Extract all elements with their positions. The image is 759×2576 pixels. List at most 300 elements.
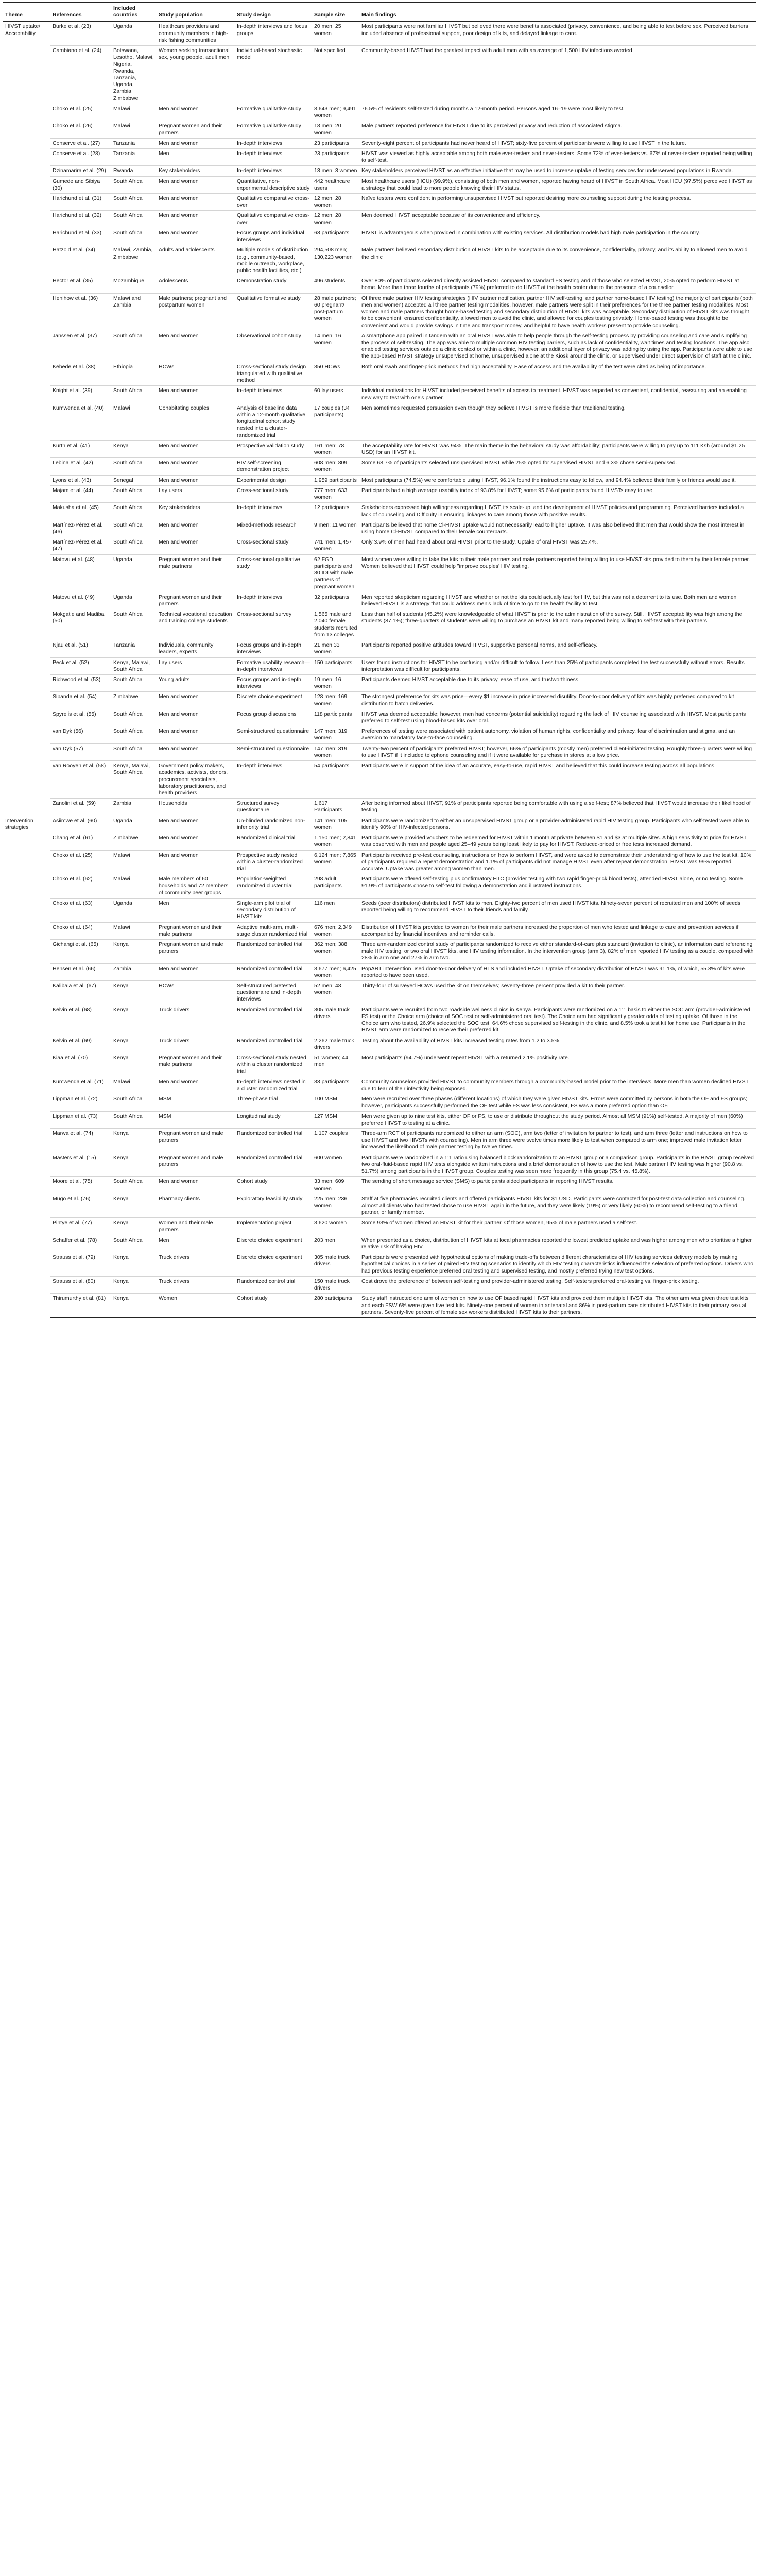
reference-cell: Choko et al. (62)	[50, 874, 111, 899]
population-cell: Male partners; pregnant and postpartum women	[157, 293, 235, 331]
findings-cell: The strongest preference for kits was price—every $1 increase in price increased disutility. Door-to-door delivery of kits was highly preferred compared to kit distribution to batch deliveries.	[359, 692, 756, 709]
countries-cell: Malawi	[111, 104, 157, 121]
table-row	[3, 22, 756, 46]
countries-cell: South Africa	[111, 674, 157, 691]
header-population: Study population	[157, 3, 235, 22]
sample-size-cell: 12 men; 28 women	[312, 211, 359, 228]
table-row	[3, 1005, 756, 1036]
design-cell: Three-phase trial	[235, 1094, 312, 1111]
reference-cell: Peck et al. (52)	[50, 657, 111, 674]
findings-cell: Testing about the availability of HIVST kits increased testing rates from 1.2 to 3.5%.	[359, 1036, 756, 1053]
reference-cell: Kumwenda et al. (40)	[50, 403, 111, 440]
population-cell: Men and women	[157, 331, 235, 362]
design-cell: Quantitative, non-experimental descriptive study	[235, 176, 312, 193]
table-row	[3, 1053, 756, 1077]
findings-cell: Naïve testers were confident in performing unsupervised HIVST but reported desiring more counseling support during the testing process.	[359, 194, 756, 211]
population-cell: Pregnant women and their partners	[157, 592, 235, 609]
findings-cell: Men deemed HIVST acceptable because of its convenience and efficiency.	[359, 211, 756, 228]
population-cell: Healthcare providers and community members in high-risk fishing communities	[157, 22, 235, 46]
countries-cell: South Africa	[111, 194, 157, 211]
table-row	[3, 1252, 756, 1277]
design-cell: Cross-sectional study	[235, 537, 312, 554]
theme-cell: HIVST uptake/ Acceptability	[3, 22, 50, 816]
countries-cell: Kenya	[111, 1128, 157, 1153]
population-cell: Government policy makers, academics, activists, donors, procurement specialists, laboratory practitioners, and health providers	[157, 761, 235, 799]
countries-cell: Botswana, Lesotho, Malawi, Nigeria, Rwanda, Tanzania, Uganda, Zambia, Zimbabwe	[111, 46, 157, 104]
table-row	[3, 293, 756, 331]
findings-cell: Of three male partner HIV testing strategies (HIV partner notification, partner HIV self-testing, and partner home-based HIV testing) the majority of participants (both men and women) accepted all three partner testing modalities, however, male partners were split in their preferences for the three partner testing modalities. Most women and male partners thought home-based testing and secondary distribution of HIVST kits was acceptable. Secondary distribution of HIVST kits was thought to be convenient, ensured confidentiality, allowed men to avoid the clinic, and allowed for couples testing privately. Home-based testing was thought to be convenient and would provide savings in time and transport money, and helpful to have health workers present to provide counseling.	[359, 293, 756, 331]
population-cell: Truck drivers	[157, 1276, 235, 1293]
table-row	[3, 458, 756, 475]
design-cell: Cohort study	[235, 1294, 312, 1318]
reference-cell: Spyrelis et al. (55)	[50, 709, 111, 726]
countries-cell: Kenya, Malawi, South Africa	[111, 657, 157, 674]
sample-size-cell: 203 men	[312, 1235, 359, 1252]
sample-size-cell: 60 lay users	[312, 386, 359, 403]
findings-cell: Seeds (peer distributors) distributed HIVST kits to men. Eighty-two percent of men used HIVST kits. Ninety-seven percent of recruited men and 100% of seeds reported being willing to recommend HIVST to their friends and family.	[359, 898, 756, 922]
table-row	[3, 475, 756, 485]
population-cell: Men and women	[157, 520, 235, 537]
reference-cell: Gumede and Sibiya (30)	[50, 176, 111, 193]
findings-cell: Seventy-eight percent of participants had never heard of HIVST; sixty-five percent of participants were willing to use HIVST in the future.	[359, 138, 756, 148]
population-cell: Technical vocational education and training college students	[157, 609, 235, 640]
sample-size-cell: 23 participants	[312, 148, 359, 165]
design-cell: Prospective validation study	[235, 440, 312, 457]
findings-cell: Key stakeholders perceived HIVST as an effective initiative that may be used to increase uptake of testing services for underserved populations in Rwanda.	[359, 166, 756, 176]
population-cell: Cohabitating couples	[157, 403, 235, 440]
table-row	[3, 194, 756, 211]
countries-cell: South Africa	[111, 228, 157, 245]
findings-cell: Most participants were not familiar HIVST but believed there were benefits associated (privacy, convenience, and being able to test before sex. Perceived barriers included absence of professional support, poor design of kits, and delayed linkage to care.	[359, 22, 756, 46]
table-row	[3, 520, 756, 537]
findings-cell: Some 93% of women offered an HIVST kit for their partner. Of those women, 95% of male partners used a self-test.	[359, 1218, 756, 1235]
reference-cell: Kelvin et al. (69)	[50, 1036, 111, 1053]
sample-size-cell: 63 participants	[312, 228, 359, 245]
table-row	[3, 833, 756, 850]
population-cell: Men and women	[157, 475, 235, 485]
countries-cell: Uganda	[111, 554, 157, 592]
design-cell: Semi-structured questionnaire	[235, 726, 312, 743]
countries-cell: South Africa	[111, 520, 157, 537]
table-row	[3, 104, 756, 121]
reference-cell: Kebede et al. (38)	[50, 362, 111, 386]
design-cell: Focus group discussions	[235, 709, 312, 726]
countries-cell: Rwanda	[111, 166, 157, 176]
design-cell: Focus groups and in-depth interviews	[235, 674, 312, 691]
population-cell: Men	[157, 1235, 235, 1252]
sample-size-cell: 777 men; 633 women	[312, 485, 359, 502]
countries-cell: Kenya	[111, 440, 157, 457]
design-cell: Randomized controlled trial	[235, 1005, 312, 1036]
header-sample-size: Sample size	[312, 3, 359, 22]
reference-cell: Kurth et al. (41)	[50, 440, 111, 457]
findings-cell: Cost drove the preference of between self-testing and provider-administered testing. Self-testers preferred oral-testing vs. finger-prick testing.	[359, 1276, 756, 1293]
design-cell: Un-blinded randomized non-inferiority trial	[235, 816, 312, 833]
reference-cell: Martínez-Pérez et al. (46)	[50, 520, 111, 537]
table-row	[3, 46, 756, 104]
findings-cell: Men sometimes requested persuasion even though they believe HIVST is more flexible than traditional testing.	[359, 403, 756, 440]
table-row	[3, 276, 756, 293]
countries-cell: South Africa	[111, 726, 157, 743]
reference-cell: Asiimwe et al. (60)	[50, 816, 111, 833]
countries-cell: South Africa	[111, 386, 157, 403]
findings-cell: Participants received pre-test counseling, instructions on how to perform HIVST, and were asked to demonstrate their understanding of how to use the test kit. 10% of participants required a repeat demonstration and 1.1% of participants did not manage HIVST even after repeat demonstration. HIVST was 99% reported Accurate. Uptake was greater among women than men.	[359, 850, 756, 874]
countries-cell: South Africa	[111, 503, 157, 520]
population-cell: Women	[157, 1294, 235, 1318]
sample-size-cell: 8,643 men; 9,491 women	[312, 104, 359, 121]
population-cell: Adults and adolescents	[157, 245, 235, 276]
design-cell: Mixed-methods research	[235, 520, 312, 537]
reference-cell: Martínez-Pérez et al. (47)	[50, 537, 111, 554]
table-row	[3, 148, 756, 165]
sample-size-cell: 1,617 Participants	[312, 799, 359, 816]
countries-cell: Zambia	[111, 963, 157, 980]
reference-cell: Choko et al. (63)	[50, 898, 111, 922]
table-body	[3, 22, 756, 1318]
reference-cell: van Dyk (57)	[50, 743, 111, 760]
table-row	[3, 657, 756, 674]
reference-cell: Richwood et al. (53)	[50, 674, 111, 691]
countries-cell: Malawi	[111, 850, 157, 874]
header-row	[3, 3, 756, 22]
findings-cell: Male partners believed secondary distribution of HIVST kits to be acceptable due to its convenience, confidentiality, privacy, and its ability to allowed men to avoid the clinic	[359, 245, 756, 276]
sample-size-cell: 116 men	[312, 898, 359, 922]
design-cell: Randomized clinical trial	[235, 833, 312, 850]
population-cell: Pregnant women and their partners	[157, 121, 235, 138]
findings-cell: Men reported skepticism regarding HIVST and whether or not the kits could actually test for HIV, but this was not a deterrent to its use. Both men and women believed HIVST is a strategy that could address men's lack of time to go to the health facility to test.	[359, 592, 756, 609]
reference-cell: Harichund et al. (32)	[50, 211, 111, 228]
findings-cell: The sending of short message service (SMS) to participants aided participants in reporting HIVST results.	[359, 1177, 756, 1194]
design-cell: In-depth interviews	[235, 503, 312, 520]
header-references: References	[50, 3, 111, 22]
findings-cell: HIVST is advantageous when provided in combination with existing services. All distribution models had high male participation in the country.	[359, 228, 756, 245]
sample-size-cell: 54 participants	[312, 761, 359, 799]
population-cell: Men and women	[157, 850, 235, 874]
reference-cell: Matovu et al. (48)	[50, 554, 111, 592]
findings-cell: Staff at five pharmacies recruited clients and offered participants HIVST kits for $1 USD. Participants were contacted for post-test data collection and counseling. Almost all clients who had tested chose to use HIVST again in the future, and they were likely (19%) or very likely (60%) to recommend self-testing to a friend, partner, or family member.	[359, 1194, 756, 1218]
countries-cell: Malawi, Zambia, Zimbabwe	[111, 245, 157, 276]
findings-cell: When presented as a choice, distribution of HIVST kits at local pharmacies reported the lowest predicted uptake and was higher among men who prioritise a higher relative risk of having HIV.	[359, 1235, 756, 1252]
table-row	[3, 503, 756, 520]
countries-cell: Kenya, Malawi, South Africa	[111, 761, 157, 799]
sample-size-cell: 676 men; 2,349 women	[312, 922, 359, 939]
design-cell: Cross-sectional study	[235, 485, 312, 502]
design-cell: Individual-based stochastic model	[235, 46, 312, 104]
table-row	[3, 1276, 756, 1293]
sample-size-cell: 298 adult participants	[312, 874, 359, 899]
countries-cell: Uganda	[111, 898, 157, 922]
findings-cell: PopART intervention used door-to-door delivery of HTS and included HIVST. Uptake of secondary distribution of HIVST was 91.1%, of which, 55.8% of kits were reported to have been used.	[359, 963, 756, 980]
theme-cell: Intervention strategies	[3, 816, 50, 1317]
reference-cell: Schaffer et al. (78)	[50, 1235, 111, 1252]
countries-cell: South Africa	[111, 176, 157, 193]
table-row	[3, 592, 756, 609]
sample-size-cell: 118 participants	[312, 709, 359, 726]
countries-cell: Ethiopia	[111, 362, 157, 386]
sample-size-cell: 32 participants	[312, 592, 359, 609]
sample-size-cell: 100 MSM	[312, 1094, 359, 1111]
population-cell: Pregnant women and male partners	[157, 1128, 235, 1153]
design-cell: Population-weighted randomized cluster trial	[235, 874, 312, 899]
table-row	[3, 245, 756, 276]
reference-cell: Knight et al. (39)	[50, 386, 111, 403]
sample-size-cell: 1,959 participants	[312, 475, 359, 485]
reference-cell: Mokgatle and Madiba (50)	[50, 609, 111, 640]
sample-size-cell: 1,565 male and 2,040 female students recruited from 13 colleges	[312, 609, 359, 640]
header-main-findings: Main findings	[359, 3, 756, 22]
findings-cell: Male partners reported preference for HIVST due to its perceived privacy and reduction of associated stigma.	[359, 121, 756, 138]
population-cell: Men and women	[157, 816, 235, 833]
reference-cell: Majam et al. (44)	[50, 485, 111, 502]
reference-cell: Choko et al. (25)	[50, 850, 111, 874]
sample-size-cell: 3,677 men; 6,425 women	[312, 963, 359, 980]
table-row	[3, 211, 756, 228]
design-cell: In-depth interviews and focus groups	[235, 22, 312, 46]
design-cell: Randomized controlled trial	[235, 939, 312, 963]
findings-cell: Community-based HIVST had the greatest impact with adult men with an average of 1,500 HIV infections averted	[359, 46, 756, 104]
table-row	[3, 963, 756, 980]
findings-cell: Users found instructions for HIVST to be confusing and/or difficult to follow. Less than 25% of participants completed the test successfully without errors. Results interpretation was difficult for participants.	[359, 657, 756, 674]
reference-cell: Lebina et al. (42)	[50, 458, 111, 475]
countries-cell: Uganda	[111, 816, 157, 833]
reference-cell: Hatzold et al. (34)	[50, 245, 111, 276]
table-row	[3, 1235, 756, 1252]
design-cell: Semi-structured questionnaire	[235, 743, 312, 760]
table-row	[3, 176, 756, 193]
design-cell: In-depth interviews	[235, 761, 312, 799]
design-cell: Randomized controlled trial	[235, 963, 312, 980]
findings-cell: Distribution of HIVST kits provided to women for their male partners increased the proportion of men who tested and linkage to care and prevention services if accompanied by financial incentives and reminder calls.	[359, 922, 756, 939]
studies-table	[3, 2, 756, 1318]
findings-cell: Community counselors provided HIVST to community members through a community-based model prior to the interviews. More men than women declined HIVST due to fear of their infectivity being exposed.	[359, 1077, 756, 1094]
sample-size-cell: 128 men; 169 women	[312, 692, 359, 709]
reference-cell: Cambiano et al. (24)	[50, 46, 111, 104]
sample-size-cell: 33 men; 609 women	[312, 1177, 359, 1194]
countries-cell: Kenya	[111, 1194, 157, 1218]
reference-cell: Conserve et al. (27)	[50, 138, 111, 148]
countries-cell: Zambia	[111, 799, 157, 816]
table-row	[3, 922, 756, 939]
findings-cell: Men were recruited over three phases (different locations) of which they were given HIVST kits. Errors were committed by persons in both the OF and FS groups; however, participants successfully performed the OF test while FS was less consistent, FS was a more preferred option than OF.	[359, 1094, 756, 1111]
design-cell: In-depth interviews	[235, 138, 312, 148]
sample-size-cell: 496 students	[312, 276, 359, 293]
table-row	[3, 485, 756, 502]
countries-cell: Kenya	[111, 939, 157, 963]
reference-cell: van Rooyen et al. (58)	[50, 761, 111, 799]
population-cell: Men and women	[157, 228, 235, 245]
sample-size-cell: 33 participants	[312, 1077, 359, 1094]
design-cell: In-depth interviews	[235, 592, 312, 609]
reference-cell: Kumwenda et al. (71)	[50, 1077, 111, 1094]
findings-cell: Most participants (94.7%) underwent repeat HIVST with a returned 2.1% positivity rate.	[359, 1053, 756, 1077]
population-cell: Men and women	[157, 1177, 235, 1194]
countries-cell: Kenya	[111, 981, 157, 1005]
table-row	[3, 228, 756, 245]
findings-cell: Less than half of students (45.2%) were knowledgeable of what HIVST is prior to the administration of the survey. Still, HIVST acceptability was high among the students (87.1%); three-quarters of students were willing to purchase an HIVST kit and many reported being willing to self-test with their partners.	[359, 609, 756, 640]
sample-size-cell: 362 men; 388 women	[312, 939, 359, 963]
reference-cell: Janssen et al. (37)	[50, 331, 111, 362]
sample-size-cell: 608 men; 809 women	[312, 458, 359, 475]
reference-cell: Masters et al. (15)	[50, 1153, 111, 1177]
design-cell: Multiple models of distribution (e.g., community-based, mobile outreach, workplace, public health facilities, etc.)	[235, 245, 312, 276]
sample-size-cell: 141 men; 105 women	[312, 816, 359, 833]
design-cell: Single-arm pilot trial of secondary distribution of HIVST kits	[235, 898, 312, 922]
findings-cell: Study staff instructed one arm of women on how to use OF based rapid HIVST kits and provided them multiple HIVST kits. The other arm was given three test kits and each FSW 6% were given five test kits. Ninety-one percent of women in antenatal and 86% in post-partum care distributed HIVST kits to their primary sexual partners. Seventy-five percent of female sex workers distributed HIVST kits to their partners.	[359, 1294, 756, 1318]
countries-cell: Zimbabwe	[111, 833, 157, 850]
population-cell: MSM	[157, 1111, 235, 1128]
design-cell: Cohort study	[235, 1177, 312, 1194]
countries-cell: Malawi	[111, 922, 157, 939]
table-row	[3, 674, 756, 691]
table-row	[3, 709, 756, 726]
design-cell: Cross-sectional study nested within a cluster randomized trial	[235, 1053, 312, 1077]
table-row	[3, 403, 756, 440]
design-cell: Qualitative formative study	[235, 293, 312, 331]
design-cell: Exploratory feasibility study	[235, 1194, 312, 1218]
reference-cell: Hensen et al. (66)	[50, 963, 111, 980]
reference-cell: Thirumurthy et al. (81)	[50, 1294, 111, 1318]
sample-size-cell: 294,508 men; 130,223 women	[312, 245, 359, 276]
findings-cell: Participants were presented with hypothetical options of making trade-offs between different characteristics of HIV testing services delivery models by making hypothetical choices in a series of paired HIV testing scenarios to identify which HIV testing characteristics influenced the selection of preferred options. Drivers who had previous testing experience preferred oral testing and supervised testing, and mostly preferred trying new test options.	[359, 1252, 756, 1277]
sample-size-cell: 6,124 men; 7,865 women	[312, 850, 359, 874]
table-row	[3, 1094, 756, 1111]
countries-cell: Tanzania	[111, 138, 157, 148]
table-row	[3, 121, 756, 138]
countries-cell: Uganda	[111, 22, 157, 46]
reference-cell: Moore et al. (75)	[50, 1177, 111, 1194]
design-cell: Analysis of baseline data within a 12-month qualitative longitudinal cohort study nested into a cluster-randomized trial	[235, 403, 312, 440]
findings-cell: Participants were randomized in a 1:1 ratio using balanced block randomization to an HIVST group or a comparison group. Participants in the HIVST group received two oral-fluid-based rapid HIV tests alongside written instructions and a brief demonstration of how to use the test. Male partner HIV testing was higher (90.8 vs. 51.7%) among participants in the HIVST group. Couples testing was seen more frequently in this group (75.4 vs. 45.8%).	[359, 1153, 756, 1177]
table-row	[3, 692, 756, 709]
table-row	[3, 1077, 756, 1094]
sample-size-cell: 18 men; 20 women	[312, 121, 359, 138]
findings-cell: HIVST was deemed acceptable; however, men had concerns (potential suicidality) regarding the lack of HIV counseling associated with HIVST. Most participants preferred to self-test using blood-based kits over oral.	[359, 709, 756, 726]
sample-size-cell: 62 FGD participants and 30 IDI with male partners of pregnant women	[312, 554, 359, 592]
reference-cell: Lyons et al. (43)	[50, 475, 111, 485]
sample-size-cell: 147 men; 319 women	[312, 726, 359, 743]
findings-cell: Most participants (74.5%) were comfortable using HIVST, 96.1% found the instructions easy to follow, and 94.4% believed their family or friends would use it.	[359, 475, 756, 485]
table-row	[3, 537, 756, 554]
table-row	[3, 726, 756, 743]
findings-cell: A smartphone app paired in tandem with an oral HIVST was able to help people through the self-testing process by providing counseling and care and simplifying the process of self-testing. The app was able to multiple common HIV testing barriers, such as lack of confidentiality, wait times and testing locations. The app also enabled testing services outside a clinic context or within a clinic, however, an additional layer of privacy was adding by using the app. Participants were able to use the app-based HIVST strategy unsupervised at home, unsupervised alone at the Kiosk around the clinic, or supervised under direct supervision of staff at the clinic.	[359, 331, 756, 362]
population-cell: Individuals, community leaders, experts	[157, 640, 235, 657]
reference-cell: Pintye et al. (77)	[50, 1218, 111, 1235]
reference-cell: Strauss et al. (79)	[50, 1252, 111, 1277]
reference-cell: Marwa et al. (74)	[50, 1128, 111, 1153]
findings-cell: The acceptability rate for HIVST was 94%. The main theme in the behavioral study was affordability; participants were willing to pay up to 111 Ksh (around $1.25 USD) for an HIVST kit.	[359, 440, 756, 457]
population-cell: Men and women	[157, 440, 235, 457]
table-header	[3, 3, 756, 22]
findings-cell: After being informed about HIVST, 91% of participants reported being comfortable with using a self-test; 87% believed that HIVST would increase their likelihood of testing.	[359, 799, 756, 816]
sample-size-cell: 350 HCWs	[312, 362, 359, 386]
sample-size-cell: 305 male truck drivers	[312, 1005, 359, 1036]
header-countries: Included countries	[111, 3, 157, 22]
design-cell: Self-structured pretested questionnaire and in-depth interviews	[235, 981, 312, 1005]
table-row	[3, 898, 756, 922]
design-cell: Randomized controlled trial	[235, 1153, 312, 1177]
countries-cell: Malawi and Zambia	[111, 293, 157, 331]
header-design: Study design	[235, 3, 312, 22]
reference-cell: Kelvin et al. (68)	[50, 1005, 111, 1036]
countries-cell: South Africa	[111, 609, 157, 640]
reference-cell: Chang et al. (61)	[50, 833, 111, 850]
sample-size-cell: 280 participants	[312, 1294, 359, 1318]
reference-cell: Burke et al. (23)	[50, 22, 111, 46]
findings-cell: Both oral swab and finger-prick methods had high acceptability. Ease of access and the availability of the test were cited as being of importance.	[359, 362, 756, 386]
table-row	[3, 554, 756, 592]
findings-cell: Participants reported positive attitudes toward HIVST, supportive personal norms, and self-efficacy.	[359, 640, 756, 657]
table-row	[3, 939, 756, 963]
reference-cell: Harichund et al. (33)	[50, 228, 111, 245]
table-row	[3, 850, 756, 874]
sample-size-cell: 127 MSM	[312, 1111, 359, 1128]
reference-cell: Gichangi et al. (65)	[50, 939, 111, 963]
countries-cell: South Africa	[111, 211, 157, 228]
population-cell: Adolescents	[157, 276, 235, 293]
findings-cell: Most women were willing to take the kits to their male partners and male partners reported being willing to use HIVST kits provided to them by their female partner. Women believed that HIVST could help "improve couples' HIV testing.	[359, 554, 756, 592]
design-cell: Experimental design	[235, 475, 312, 485]
sample-size-cell: 741 men; 1,457 women	[312, 537, 359, 554]
table-row	[3, 440, 756, 457]
countries-cell: Malawi	[111, 874, 157, 899]
sample-size-cell: 14 men; 16 women	[312, 331, 359, 362]
sample-size-cell: 21 men 33 women	[312, 640, 359, 657]
population-cell: Men and women	[157, 176, 235, 193]
design-cell: Qualitative comparative cross-over	[235, 194, 312, 211]
countries-cell: Kenya	[111, 1294, 157, 1318]
table-row	[3, 1294, 756, 1318]
population-cell: Men and women	[157, 104, 235, 121]
sample-size-cell: 600 women	[312, 1153, 359, 1177]
population-cell: Women and their male partners	[157, 1218, 235, 1235]
population-cell: Truck drivers	[157, 1252, 235, 1277]
reference-cell: van Dyk (56)	[50, 726, 111, 743]
findings-cell: Participants had a high average usability index of 93.8% for HIVST; some 95.6% of participants found HIVSTs easy to use.	[359, 485, 756, 502]
population-cell: Households	[157, 799, 235, 816]
reference-cell: Njau et al. (51)	[50, 640, 111, 657]
countries-cell: Malawi	[111, 1077, 157, 1094]
findings-cell: Participants were randomized to either an unsupervised HIVST group or a provider-administered rapid HIV testing group. Participants who self-tested were able to identify 90% of HIV-infected persons.	[359, 816, 756, 833]
findings-cell: Men were given up to nine test kits, either OF or FS, to use or distribute throughout the study period. Almost all MSM (91%) self-tested. A majority of men (60%) preferred HIVST to testing at a clinic.	[359, 1111, 756, 1128]
reference-cell: Dzinamarira et al. (29)	[50, 166, 111, 176]
population-cell: Key stakeholders	[157, 503, 235, 520]
design-cell: In-depth interviews	[235, 166, 312, 176]
findings-cell: Participants were offered self-testing plus confirmatory HTC (provider testing with two rapid finger-prick blood tests), attended HIVST alone, or no testing. Some 91.9% of participants chose to self-test following a demonstration and illustrated instructions.	[359, 874, 756, 899]
reference-cell: Mugo et al. (76)	[50, 1194, 111, 1218]
countries-cell: South Africa	[111, 1094, 157, 1111]
population-cell: Men and women	[157, 138, 235, 148]
table-row	[3, 1194, 756, 1218]
population-cell: Key stakeholders	[157, 166, 235, 176]
population-cell: Lay users	[157, 657, 235, 674]
sample-size-cell: 305 male truck drivers	[312, 1252, 359, 1277]
sample-size-cell: 3,620 women	[312, 1218, 359, 1235]
table-row	[3, 743, 756, 760]
table-row	[3, 386, 756, 403]
findings-cell: Three arm-randomized control study of participants randomized to receive either standard-of-care plus standard (invitation to clinic), an information card referencing male HIV testing, or two oral HIVST kits, and HIV testing information. In the intervention group (arm 3), 82% of men reported HIV testing as a couple, compared with 28% in arm one and 27% in arm two.	[359, 939, 756, 963]
table-row	[3, 761, 756, 799]
sample-size-cell: 442 healthcare users	[312, 176, 359, 193]
population-cell: MSM	[157, 1094, 235, 1111]
countries-cell: Senegal	[111, 475, 157, 485]
design-cell: Demonstration study	[235, 276, 312, 293]
reference-cell: Harichund et al. (31)	[50, 194, 111, 211]
countries-cell: South Africa	[111, 458, 157, 475]
countries-cell: Tanzania	[111, 148, 157, 165]
sample-size-cell: 1,107 couples	[312, 1128, 359, 1153]
countries-cell: Uganda	[111, 592, 157, 609]
table-row	[3, 166, 756, 176]
